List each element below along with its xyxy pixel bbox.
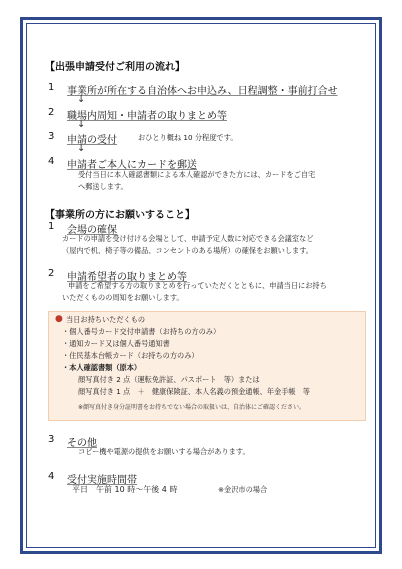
other-4-aside: ※金沢市の場合 [218,485,268,494]
request-1-title: 会場の確保 [67,225,117,236]
flow-arrow-1: ↓ [77,94,86,105]
request-2-num: 2 [48,268,55,279]
request-2-title: 申請希望者の取りまとめ等 [67,272,187,283]
flow-step-4-num: 4 [48,156,55,167]
requests-heading: 【事業所の方にお願いすること】 [45,210,195,221]
flow-step-3-text: 申請の受付 [67,135,117,146]
other-4-num: 4 [48,471,55,482]
request-1-detail-1: カードの申請を受け付ける会場として、申請予定人数に対応できる会議室など [62,234,314,243]
other-3-detail: コピー機や電源の提供をお願いする場合があります。 [78,447,250,456]
bullet-dot-icon: ● [55,314,63,324]
id-documents-title: ・本人確認書類（原本） [62,363,142,372]
id-documents-line-2: 顔写真付き 1 点 ＋ 健康保険証、本人名義の預金通帳、年金手帳 等 [78,387,310,396]
bring-item-2: ・通知カード又は個人番号通知書 [62,339,170,348]
flow-step-3-num: 3 [48,131,55,142]
flow-step-3-aside: おひとり概ね 10 分程度です。 [138,133,238,142]
flow-step-1-num: 1 [48,82,55,93]
flow-step-2-num: 2 [48,107,55,118]
id-documents-line-1: 顔写真付き 2 点（運転免許証、パスポート 等）または [78,375,260,384]
request-2-detail-2: いただくものの周知をお願いします。 [62,293,184,302]
other-4-title: 受付実施時間帯 [67,475,137,486]
flow-step-4-text: 申請者ご本人にカードを郵送 [67,160,197,171]
other-4-detail: 平日 午前 10 時～午後 4 時 [72,485,178,494]
flow-heading: 【出張申請受付ご利用の流れ】 [45,62,185,73]
request-1-detail-2: （屋内で机、椅子等の備品、コンセントのある場所）の確保をお願いします。 [62,246,313,255]
flow-step-4-detail-1: 受付当日に本人確認書類による本人確認ができた方には、カードをご自宅 [78,170,316,179]
flow-arrow-3: ↓ [77,143,86,154]
request-1-num: 1 [48,221,55,232]
bring-item-1: ・個人番号カード交付申請書（お持ちの方のみ） [62,327,221,336]
bring-box-title: 当日お持ちいただくもの [66,315,146,324]
other-3-title: その他 [67,438,97,449]
flow-step-1-text: 事業所が所在する自治体へお申込み、日程調整・事前打合せ [67,86,338,97]
id-documents-note: ※顔写真付き身分証明書をお持ちでない場合の取扱いは、自治体にご確認ください。 [78,404,305,411]
other-3-num: 3 [48,434,55,445]
flow-arrow-2: ↓ [77,119,86,130]
flow-step-2-text: 職場内周知・申請者の取りまとめ等 [67,111,227,122]
flow-step-4-detail-2: へ郵送します。 [78,182,128,191]
bring-item-3: ・住民基本台帳カード（お持ちの方のみ） [62,351,199,360]
request-2-detail-1: 申請をご希望する方の取りまとめを行っていただくとともに、申請当日にお持ち [68,281,327,290]
